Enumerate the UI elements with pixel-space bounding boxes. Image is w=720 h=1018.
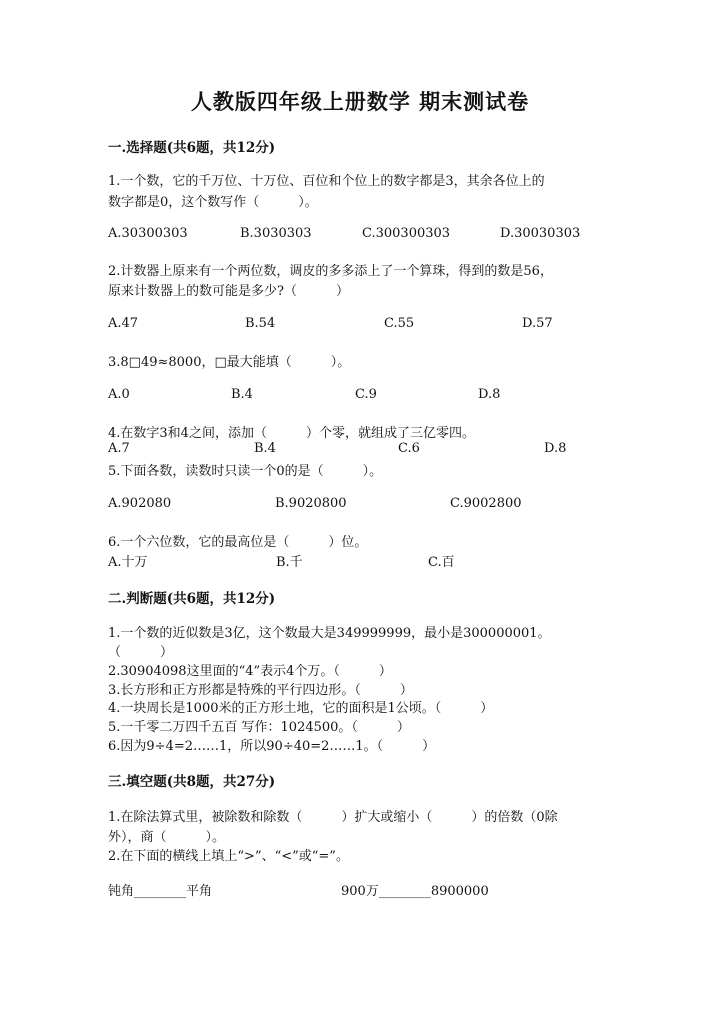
q1-5-option-a: A.902080 — [108, 496, 172, 511]
page-title: 人教版四年级上册数学 期末测试卷 — [190, 89, 530, 114]
section-2-heading: 二.判断题(共6题，共12分) — [108, 591, 276, 607]
q1-5-line1: 5.下面各数，读数时只读一个0的是（ ）。 — [108, 464, 383, 479]
q1-3-option-c: C.9 — [355, 387, 377, 402]
q2-4-line: 4.一块周长是1000米的正方形土地，它的面积是1公顷。（ ） — [108, 701, 494, 716]
section-3-heading: 三.填空题(共8题，共27分) — [108, 774, 276, 790]
q1-5-option-b: B.9020800 — [275, 496, 347, 511]
q2-5-line: 5.一千零二万四千五百 写作：1024500。（ ） — [108, 720, 410, 735]
q1-3-line1: 3.8□49≈8000，□最大能填（ ）。 — [108, 355, 351, 370]
q2-3-line: 3.长方形和正方形都是特殊的平行四边形。（ ） — [108, 683, 413, 698]
q3-2-item-1: 钝角________平角 — [108, 884, 213, 899]
q1-2-option-c: C.55 — [384, 316, 415, 331]
q1-2-option-d: D.57 — [522, 316, 553, 331]
q1-4-option-b: B.4 — [254, 441, 276, 456]
section-1-heading: 一.选择题(共6题，共12分) — [108, 140, 276, 156]
q1-4-option-a: A.7 — [108, 441, 130, 456]
q3-2-item-2: 900万________8900000 — [341, 884, 489, 899]
q1-5-option-c: C.9002800 — [450, 496, 522, 511]
q2-1-line1: 1.一个数的近似数是3亿，这个数最大是349999999，最小是300000001。 — [108, 626, 551, 641]
q1-2-option-a: A.47 — [108, 316, 139, 331]
q1-6-line1: 6.一个六位数，它的最高位是（ ）位。 — [108, 535, 368, 550]
q2-1-line2: （ ） — [108, 645, 174, 660]
q1-6-option-a: A.十万 — [108, 555, 148, 570]
q2-2-line: 2.30904098这里面的“4”表示4个万。（ ） — [108, 664, 392, 679]
q1-1-option-c: C.300300303 — [362, 226, 451, 241]
q1-1-option-a: A.30300303 — [108, 226, 188, 241]
q1-2-line1: 2.计数器上原来有一个两位数，调皮的多多添上了一个算珠，得到的数是56， — [108, 264, 553, 279]
q1-1-option-d: D.30030303 — [500, 226, 581, 241]
q1-3-option-a: A.0 — [108, 387, 130, 402]
q1-2-line2: 原来计数器上的数可能是多少?（ ） — [108, 284, 349, 299]
q2-6-line: 6.因为9÷4=2……1，所以90÷40=2……1。（ ） — [108, 739, 436, 754]
q1-1-option-b: B.3030303 — [240, 226, 312, 241]
q1-1-line1: 1.一个数，它的千万位、十万位、百位和个位上的数字都是3，其余各位上的 — [108, 174, 545, 189]
q3-1-line1: 1.在除法算式里，被除数和除数（ ）扩大或缩小（ ）的倍数（0除 — [108, 810, 558, 825]
q3-1-line2: 外），商（ ）。 — [108, 830, 226, 845]
q1-1-line2: 数字都是0，这个数写作（ ）。 — [108, 195, 318, 210]
q1-2-option-b: B.54 — [245, 316, 276, 331]
q1-3-option-b: B.4 — [231, 387, 253, 402]
q1-4-option-c: C.6 — [398, 441, 420, 456]
q1-4-option-d: D.8 — [544, 441, 567, 456]
q3-2-line1: 2.在下面的横线上填上“>”、“<”或“=”。 — [108, 849, 349, 864]
q1-6-option-b: B.千 — [276, 555, 303, 570]
q1-4-line1: 4.在数字3和4之间，添加（ ）个零，就组成了三亿零四。 — [108, 426, 475, 441]
q1-3-option-d: D.8 — [478, 387, 501, 402]
q1-6-option-c: C.百 — [428, 555, 455, 570]
